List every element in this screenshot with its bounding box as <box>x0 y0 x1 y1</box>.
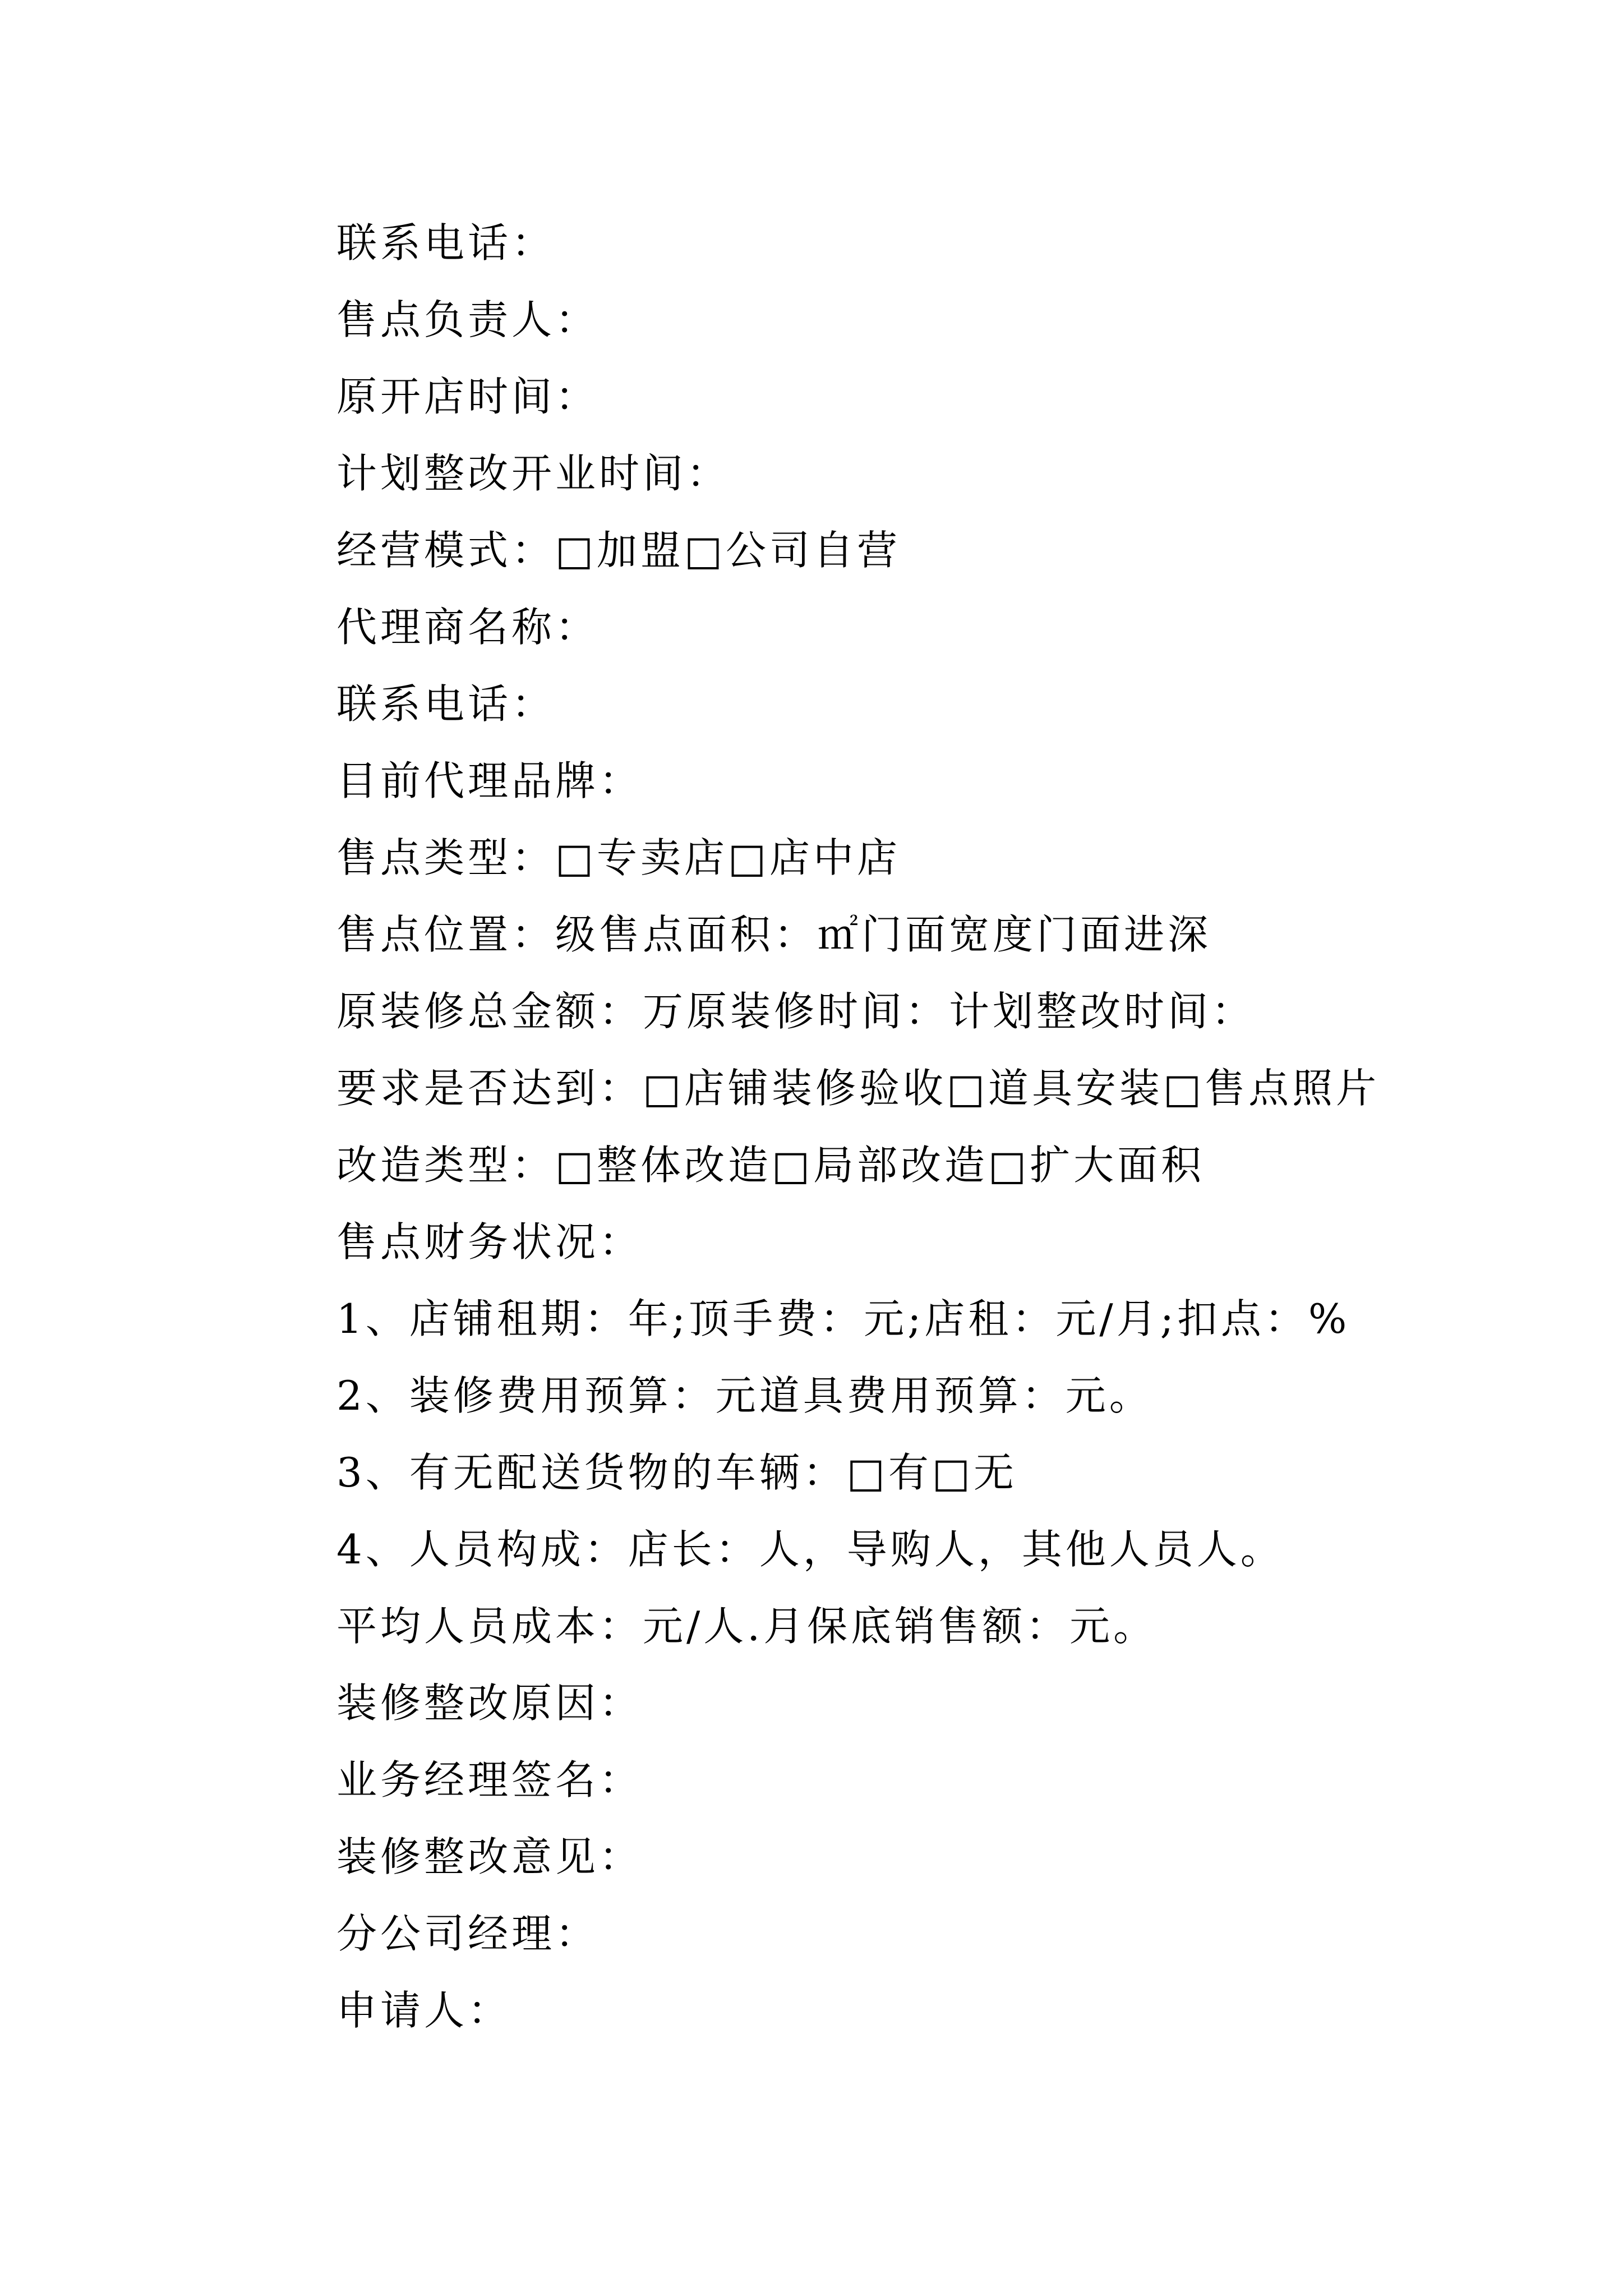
planned-reopening-date-line: 计划整改开业时间： <box>336 450 731 497</box>
applicant-line: 申请人： <box>336 1987 512 2034</box>
business-mode-line: 经营模式：□加盟□公司自营 <box>336 527 901 574</box>
contact-phone-line: 联系电话： <box>336 219 556 266</box>
renovation-reason-line: 装修整改原因： <box>336 1680 643 1727</box>
store-type-line: 售点类型：□专卖店□店中店 <box>336 834 901 881</box>
renovation-opinion-line: 装修整改意见： <box>336 1833 643 1880</box>
current-brands-line: 目前代理品牌： <box>336 757 643 804</box>
delivery-vehicle-line: 3、有无配送货物的车辆：□有□无 <box>336 1449 1017 1496</box>
form-lines <box>336 205 1570 2049</box>
store-location-line: 售点位置：级售点面积：㎡门面宽度门面进深 <box>336 911 1212 958</box>
original-renovation-line: 原装修总金额：万原装修时间：计划整改时间： <box>336 988 1256 1035</box>
lease-term-line: 1、店铺租期：年;顶手费：元;店租：元/月;扣点：% <box>336 1295 1350 1342</box>
budget-line: 2、装修费用预算：元道具费用预算：元。 <box>336 1372 1153 1419</box>
renovation-type-line: 改造类型：□整体改造□局部改造□扩大面积 <box>336 1142 1205 1189</box>
agent-name-line: 代理商名称： <box>336 604 600 651</box>
manager-signature-line: 业务经理签名： <box>336 1756 643 1803</box>
store-manager-line: 售点负责人： <box>336 296 600 343</box>
financial-status-heading: 售点财务状况： <box>336 1218 643 1266</box>
agent-phone-line: 联系电话： <box>336 680 556 728</box>
branch-manager-line: 分公司经理： <box>336 1910 600 1957</box>
staff-cost-line: 平均人员成本：元/人.月保底销售额：元。 <box>336 1603 1158 1650</box>
original-opening-date-line: 原开店时间： <box>336 373 600 420</box>
requirements-met-line: 要求是否达到：□店铺装修验收□道具安装□售点照片 <box>336 1065 1380 1112</box>
staff-composition-line: 4、人员构成：店长：人，导购人，其他人员人。 <box>336 1526 1284 1573</box>
